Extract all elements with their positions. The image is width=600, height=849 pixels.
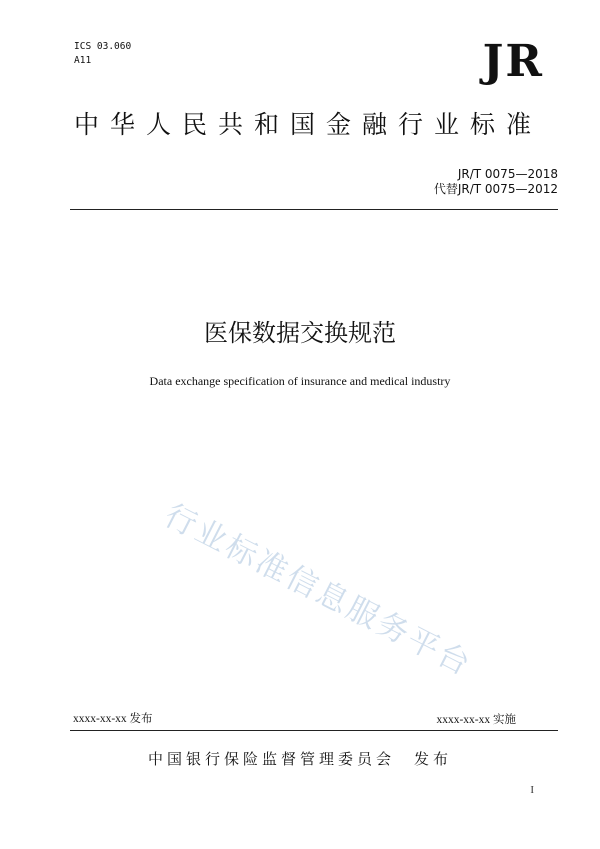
standard-number: JR/T 0075—2018 (457, 167, 558, 181)
classification-codes (74, 40, 131, 68)
page-number: I (530, 784, 534, 796)
ics-code: ICS 03.060 (74, 41, 132, 52)
footer-divider (70, 730, 558, 731)
standard-number-block (434, 167, 558, 197)
standard-category: 中华人民共和国金融行业标准 (74, 110, 543, 139)
document-title-chinese: 医保数据交换规范 (204, 319, 396, 347)
document-title-english: Data exchange specification of insurance and medical industry (149, 374, 451, 388)
watermark: 行业标准信息服务平台 (158, 497, 479, 684)
issuing-authority: 中国银行保险监督管理委员会 发布 (147, 750, 452, 768)
header-divider (70, 209, 558, 210)
replaces-standard: 代替JR/T 0075—2012 (433, 182, 558, 196)
issue-date: xxxx-xx-xx 发布 (73, 713, 153, 725)
implementation-date: xxxx-xx-xx 实施 (436, 714, 516, 726)
ccs-code: A11 (74, 55, 92, 66)
jr-logo: JR (482, 36, 544, 87)
